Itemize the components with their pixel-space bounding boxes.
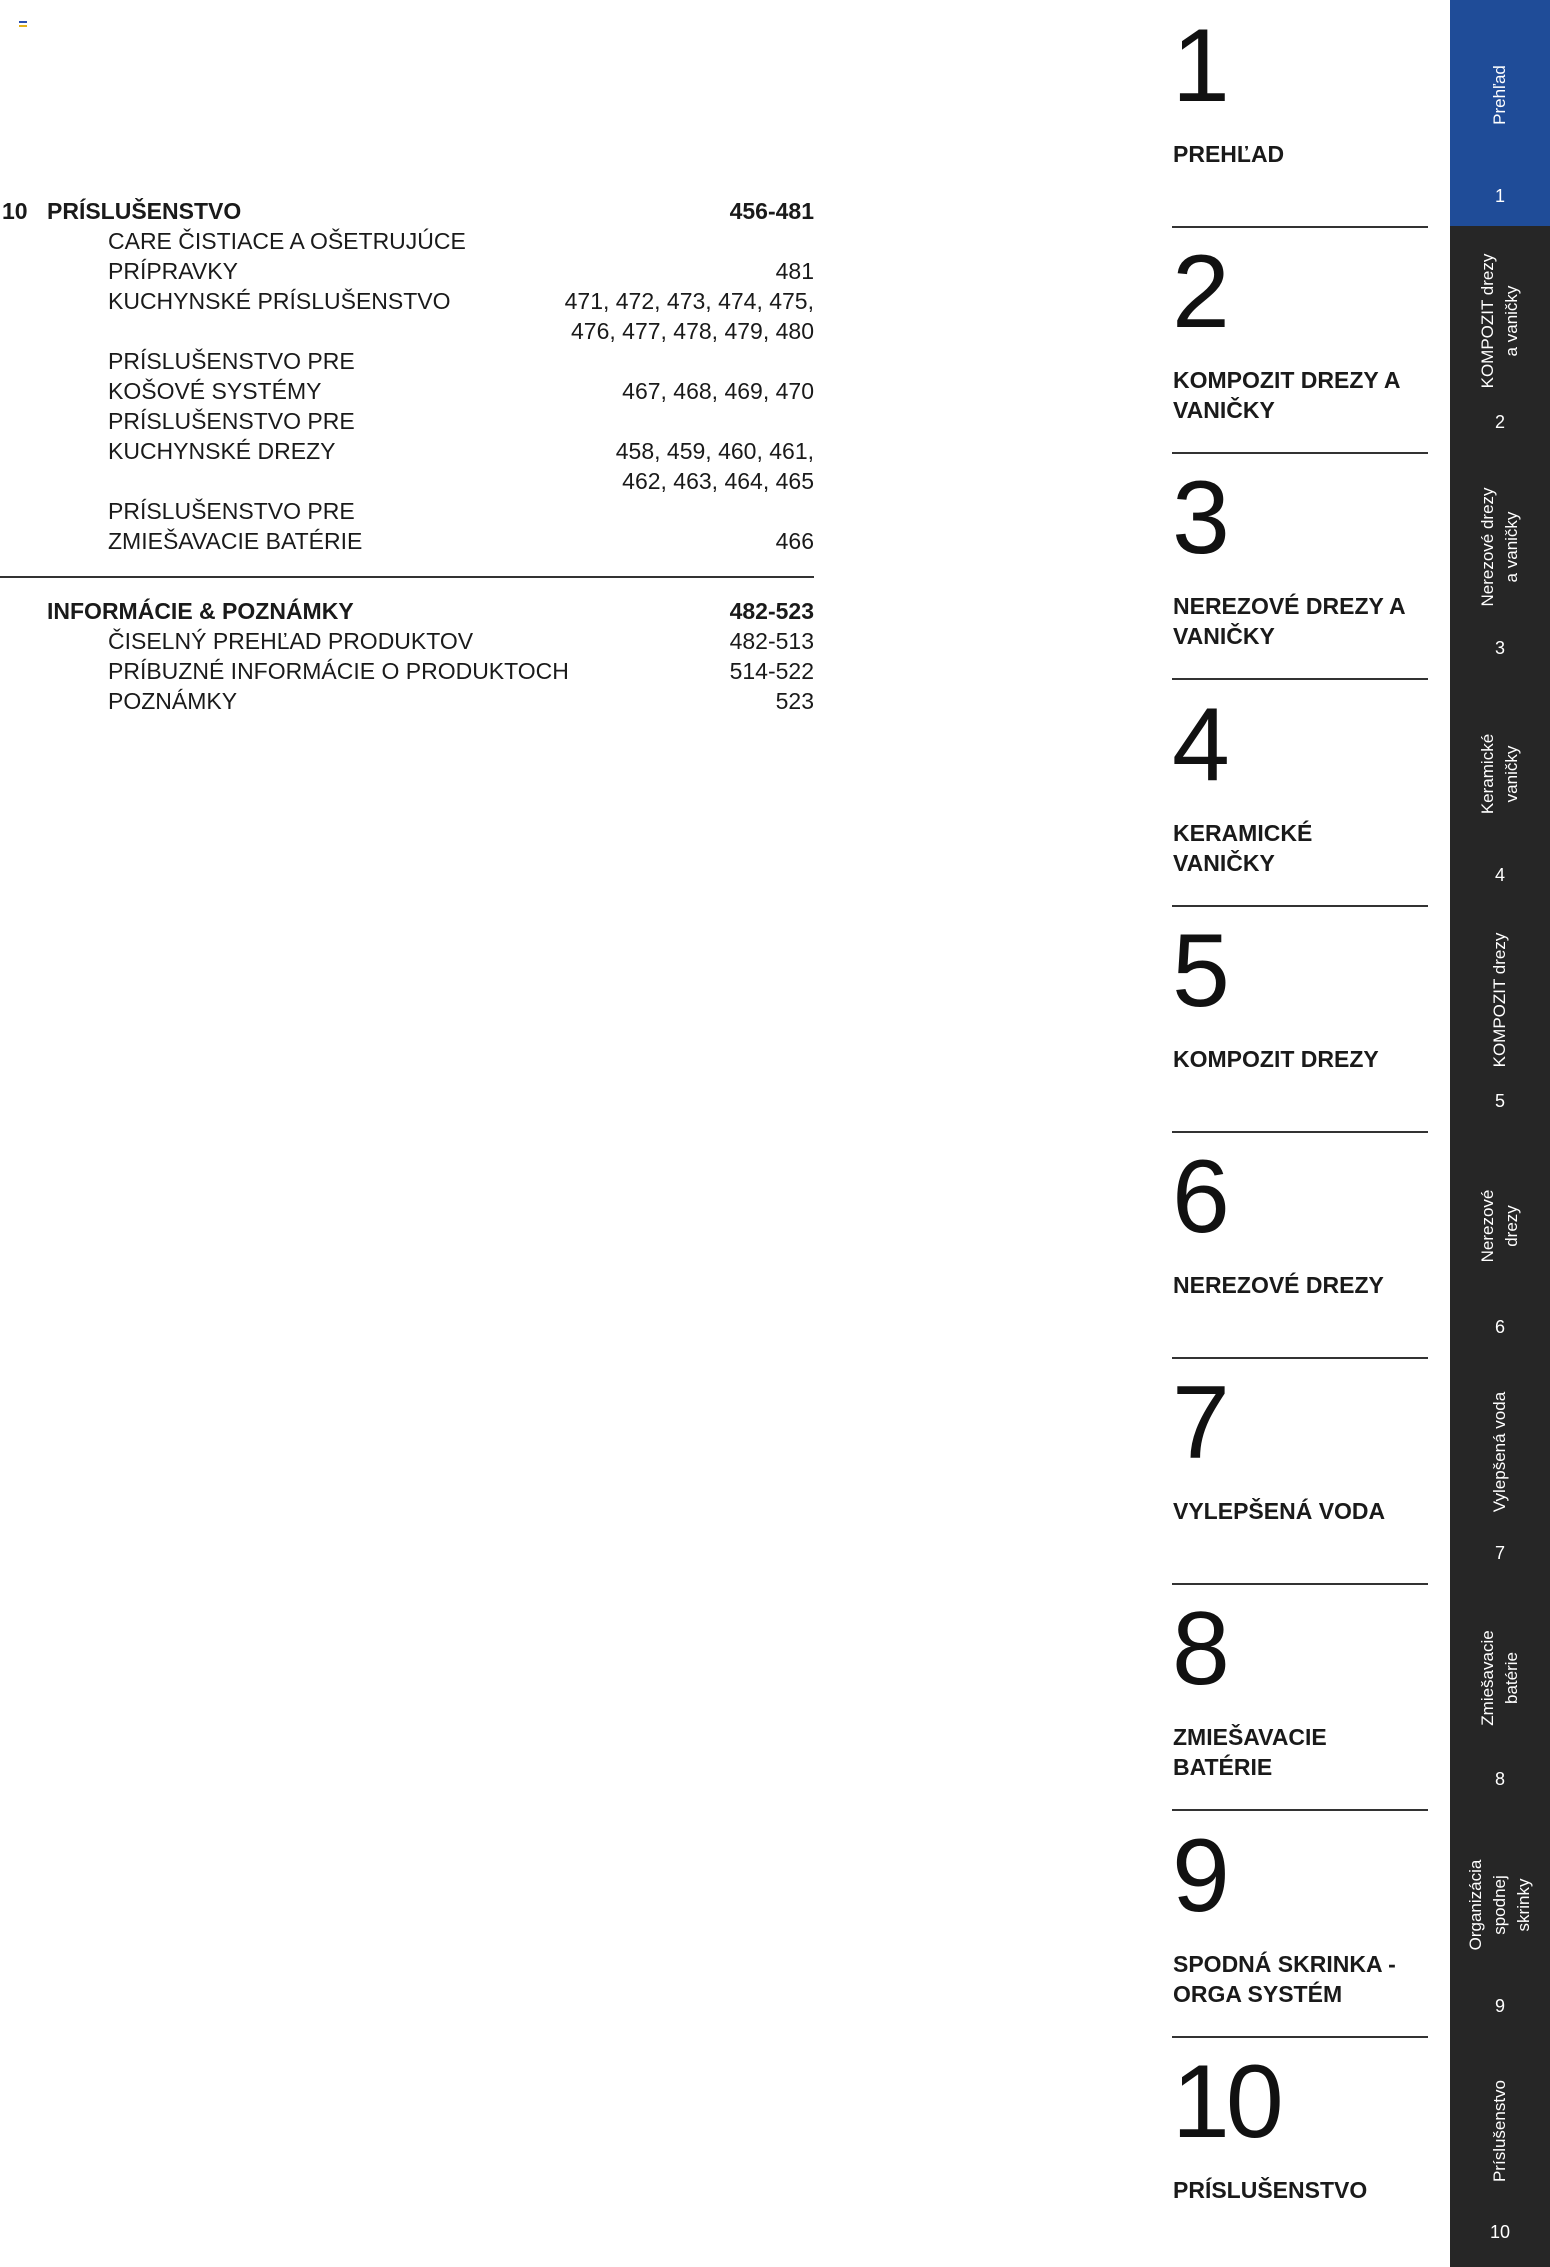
side-tab-1[interactable] [1450, 0, 1550, 226]
chapter-divider [1172, 1357, 1428, 1359]
chapter-divider [1172, 226, 1428, 228]
toc-entry-title: POZNÁMKY [108, 688, 238, 714]
side-tab-bar [1450, 0, 1550, 2267]
side-tab-number: 5 [1494, 1090, 1505, 1111]
chapter-divider [1172, 905, 1428, 907]
toc-entry-title: ZMIEŠAVACIE BATÉRIE [108, 528, 363, 554]
toc-row [0, 466, 814, 496]
toc-row [0, 406, 814, 436]
toc-row [0, 526, 814, 556]
side-tab-2[interactable] [1450, 226, 1550, 452]
toc-section-number: 10 [2, 198, 28, 224]
toc-row [0, 626, 814, 656]
side-tab-5[interactable] [1450, 905, 1550, 1131]
chapter-label: KOMPOZIT DREZY [1173, 1045, 1379, 1072]
toc-row [0, 376, 814, 406]
chapter-divider [1172, 1809, 1428, 1811]
chapter-number: 10 [1172, 2043, 1280, 2160]
side-tab-number: 2 [1494, 412, 1505, 433]
toc-row [0, 496, 814, 526]
side-tab-number: 6 [1494, 1317, 1505, 1337]
toc-row [0, 686, 814, 716]
toc-row [0, 226, 814, 256]
chapter-divider [1172, 1583, 1428, 1585]
side-tab-label: Príslušenstvo [1490, 2079, 1509, 2182]
toc-entry-pages: 523 [775, 688, 814, 714]
chapter-divider [1172, 678, 1428, 680]
toc-row [0, 596, 814, 626]
toc-row [0, 656, 814, 686]
side-tab-label: Nerezové drezy [1478, 1189, 1521, 1263]
toc-entry-title: INFORMÁCIE & POZNÁMKY [47, 598, 354, 624]
toc-entry-pages: 476, 477, 478, 479, 480 [571, 318, 814, 344]
toc-row [0, 346, 814, 376]
toc-section-accessories [0, 196, 814, 556]
toc-section-info [0, 596, 814, 716]
chapter-divider [1172, 452, 1428, 454]
side-tab-label: Keramické vaničky [1478, 733, 1521, 814]
toc-entry-title: KUCHYNSKÉ DREZY [108, 438, 336, 464]
toc-row [0, 256, 814, 286]
side-tab-number: 10 [1489, 2221, 1511, 2242]
side-tab-3[interactable] [1450, 452, 1550, 678]
chapter-number: 3 [1172, 460, 1226, 577]
chapter-label: KOMPOZIT DREZY A VANIČKY [1173, 367, 1401, 424]
toc-row [0, 196, 814, 226]
chapter-number: 6 [1172, 1139, 1226, 1255]
side-tab-7[interactable] [1450, 1357, 1550, 1583]
flag-icon [19, 21, 27, 27]
side-tab-number: 3 [1494, 638, 1505, 659]
side-tab-number: 4 [1494, 864, 1505, 885]
toc-entry-title: KOŠOVÉ SYSTÉMY [108, 378, 322, 404]
side-tab-4[interactable] [1450, 679, 1550, 905]
toc-entry-pages: 471, 472, 473, 474, 475, [564, 288, 814, 314]
side-tab-label: Nerezové drezy a vaničky [1478, 487, 1521, 607]
toc-entry-title: PRÍPRAVKY [108, 258, 238, 284]
chapter-label: PREHĽAD [1173, 141, 1285, 167]
chapter-label: NEREZOVÉ DREZY [1173, 1272, 1384, 1298]
toc-entry-pages: 482-523 [729, 598, 814, 624]
toc-entry-pages: 481 [775, 258, 814, 284]
side-tab-label: KOMPOZIT drezy [1490, 932, 1509, 1068]
chapter-number: 2 [1172, 234, 1226, 351]
chapter-label: PRÍSLUŠENSTVO [1173, 2176, 1368, 2203]
chapter-number: 5 [1172, 912, 1226, 1029]
chapter-number: 8 [1172, 1591, 1226, 1708]
toc-row [0, 436, 814, 466]
table-of-contents [0, 196, 814, 716]
toc-entry-title: PRÍSLUŠENSTVO PRE [108, 408, 355, 434]
toc-entry-pages: 466 [775, 528, 814, 554]
toc-entry-title: PRÍSLUŠENSTVO [47, 198, 242, 224]
toc-entry-pages: 482-513 [729, 628, 814, 654]
toc-entry-pages: 467, 468, 469, 470 [622, 378, 814, 404]
chapter-number: 9 [1172, 1817, 1226, 1934]
chapter-number: 7 [1172, 1365, 1226, 1482]
toc-entry-pages: 456-481 [729, 198, 814, 224]
toc-row [0, 286, 814, 316]
side-tab-number: 9 [1494, 1995, 1505, 2016]
toc-entry-title: CARE ČISTIACE A OŠETRUJÚCE [108, 228, 466, 254]
toc-entry-pages: 462, 463, 464, 465 [622, 468, 814, 494]
toc-entry-title: PRÍSLUŠENSTVO PRE [108, 348, 355, 374]
chapter-label: ZMIEŠAVACIE BATÉRIE [1173, 1724, 1327, 1781]
toc-entry-title: PRÍBUZNÉ INFORMÁCIE O PRODUKTOCH [108, 658, 569, 684]
side-tab-number: 8 [1494, 1769, 1505, 1790]
side-tab-label: Organizácia spodnej skrinky [1466, 1859, 1533, 1950]
chapter-number: 4 [1172, 686, 1226, 803]
toc-row [0, 316, 814, 346]
side-tab-9[interactable] [1450, 1810, 1550, 2036]
chapter-label: KERAMICKÉ VANIČKY [1173, 819, 1313, 876]
toc-entry-pages: 458, 459, 460, 461, [615, 438, 814, 464]
chapter-label: VYLEPŠENÁ VODA [1173, 1498, 1386, 1525]
chapter-number: 1 [1172, 8, 1226, 124]
toc-entry-title: PRÍSLUŠENSTVO PRE [108, 498, 355, 524]
toc-entry-title: ČISELNÝ PREHĽAD PRODUKTOV [108, 628, 474, 654]
side-tab-label: Zmiešavacie batérie [1478, 1630, 1521, 1727]
chapter-label: SPODNÁ SKRINKA - ORGA SYSTÉM [1173, 1950, 1396, 2007]
side-tab-6[interactable] [1450, 1131, 1550, 1357]
chapter-label: NEREZOVÉ DREZY A VANIČKY [1173, 593, 1406, 650]
toc-entry-pages: 514-522 [729, 658, 814, 684]
side-tab-number: 7 [1494, 1543, 1505, 1564]
chapter-divider [1172, 2036, 1428, 2038]
side-tab-label: Vylepšená voda [1490, 1392, 1509, 1513]
toc-entry-title: KUCHYNSKÉ PRÍSLUŠENSTVO [108, 288, 451, 314]
side-tab-8[interactable] [1450, 1583, 1550, 1809]
chapter-divider [1172, 1131, 1428, 1133]
side-tab-label: Prehľad [1490, 65, 1509, 125]
side-tab-label: KOMPOZIT drezy a vaničky [1478, 253, 1521, 389]
side-tab-10[interactable] [1450, 2036, 1550, 2262]
side-tab-number: 1 [1494, 186, 1505, 206]
